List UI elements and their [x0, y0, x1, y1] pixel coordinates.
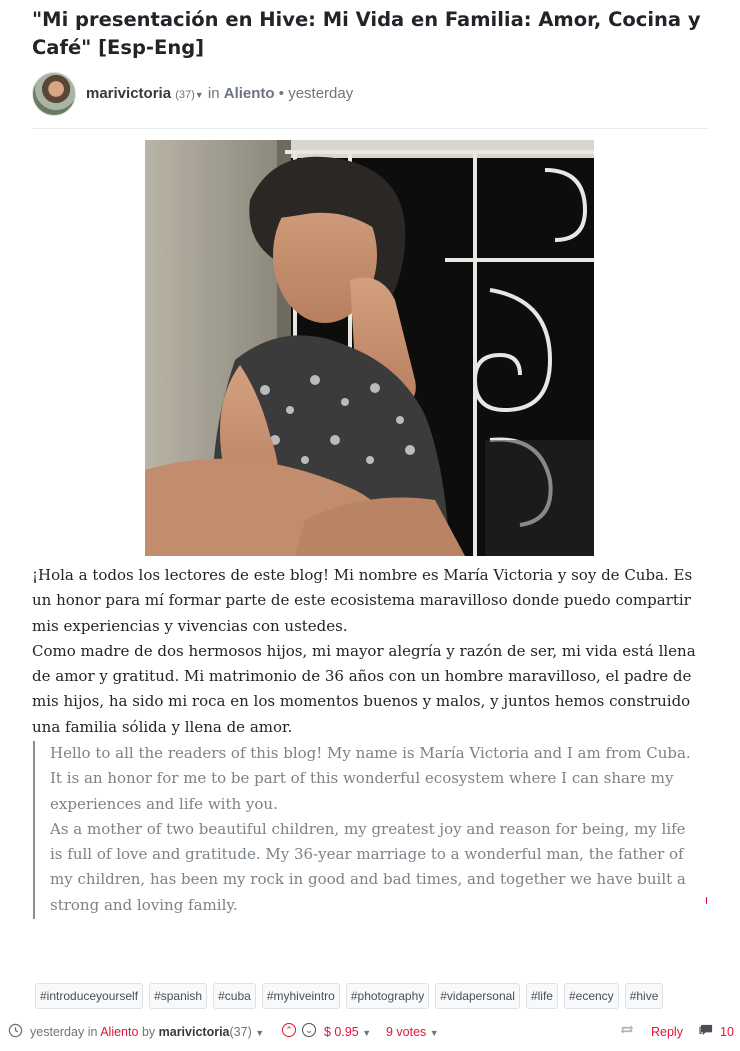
tag-list — [35, 983, 663, 1009]
footer-reputation: (37) — [229, 1025, 252, 1039]
post-footer — [0, 1020, 740, 1044]
in-label: in — [207, 85, 220, 102]
separator-dot: • — [278, 85, 285, 102]
footer-author[interactable]: marivictoria — [158, 1025, 230, 1039]
chevron-down-circle-icon[interactable]: ⌄ — [302, 1023, 316, 1037]
author-avatar[interactable] — [32, 72, 76, 116]
footer-meta — [30, 1024, 264, 1041]
author-reputation: (37) — [175, 89, 195, 101]
clock-icon — [8, 1023, 23, 1042]
quote-paragraph-1: Hello to all the readers of this blog! My name is María Victoria and I am from Cuba. It is an honor for me to be part of this wonderful ecosystem where I can share my experiences and life with you. — [50, 744, 691, 813]
quote-paragraph-2: As a mother of two beautiful children, my greatest joy and reason for being, my life is full of love and gratitude. My 36-year marriage to a wonderful man, the father of my children, has been my rock in good and bad times, and together we have built a strong and loving family. — [50, 819, 686, 914]
author-meta — [86, 84, 353, 105]
author-name[interactable]: marivictoria — [86, 85, 172, 102]
tag-spanish[interactable]: #spanish — [149, 983, 207, 1009]
votes-count[interactable] — [386, 1024, 439, 1041]
tag-myhiveintro[interactable]: #myhiveintro — [262, 983, 340, 1009]
tag-vidapersonal[interactable]: #vidapersonal — [435, 983, 520, 1009]
reblog-icon[interactable] — [620, 1023, 634, 1040]
votes-caret-icon: ▼ — [429, 1028, 439, 1038]
tag-photography[interactable]: #photography — [346, 983, 429, 1009]
body-paragraph-2: Como madre de dos hermosos hijos, mi mayor alegría y razón de ser, mi vida está llena de amor y gratitud. Mi matrimonio de 36 años con un hombre maravilloso, el padre de mis hijos, ha sido mi roca en los momentos buenos y malos, y juntos hemos construido una familia sólida y llena de amor. — [32, 641, 696, 736]
post-photo[interactable] — [145, 140, 594, 556]
caret-down-icon[interactable]: ▼ — [194, 90, 204, 100]
reply-button[interactable]: Reply — [651, 1025, 683, 1039]
comments-count[interactable]: 10 — [720, 1025, 734, 1039]
tag-hive[interactable]: #hive — [625, 983, 664, 1009]
footer-in-label: in — [87, 1025, 98, 1039]
tag-life[interactable]: #life — [526, 983, 558, 1009]
photo-illustration — [145, 140, 594, 556]
author-row — [32, 71, 708, 117]
footer-time: yesterday — [30, 1025, 85, 1039]
community-link[interactable]: Aliento — [223, 85, 275, 102]
footer-community-link[interactable]: Aliento — [100, 1025, 139, 1039]
body-paragraph-1: ¡Hola a todos los lectores de este blog! Mi nombre es María Victoria y soy de Cuba. Es un honor para mí formar parte de este ecosistema maravilloso donde puedo compartir mis experiencias y vivencias con ustedes. — [32, 566, 693, 635]
footer-caret-down-icon[interactable]: ▼ — [255, 1028, 265, 1038]
payout-amount[interactable] — [324, 1024, 371, 1041]
payout-value: $ 0.95 — [324, 1025, 359, 1039]
chevron-up-circle-icon[interactable]: ⌃ — [282, 1023, 296, 1037]
comment-bubble-icon[interactable] — [699, 1023, 714, 1041]
red-marker — [706, 897, 707, 904]
post-title: "Mi presentación en Hive: Mi Vida en Familia: Amor, Cocina y Café" [Esp-Eng] — [32, 8, 701, 59]
tag-ecency[interactable]: #ecency — [564, 983, 619, 1009]
payout-caret-icon: ▼ — [362, 1028, 372, 1038]
english-blockquote — [33, 741, 701, 919]
tag-cuba[interactable]: #cuba — [213, 983, 256, 1009]
votes-value: 9 votes — [386, 1025, 427, 1039]
footer-by-label: by — [141, 1025, 156, 1039]
header-divider — [32, 128, 708, 129]
tag-introduceyourself[interactable]: #introduceyourself — [35, 983, 143, 1009]
post-time: yesterday — [288, 85, 354, 102]
post-body — [32, 563, 712, 740]
